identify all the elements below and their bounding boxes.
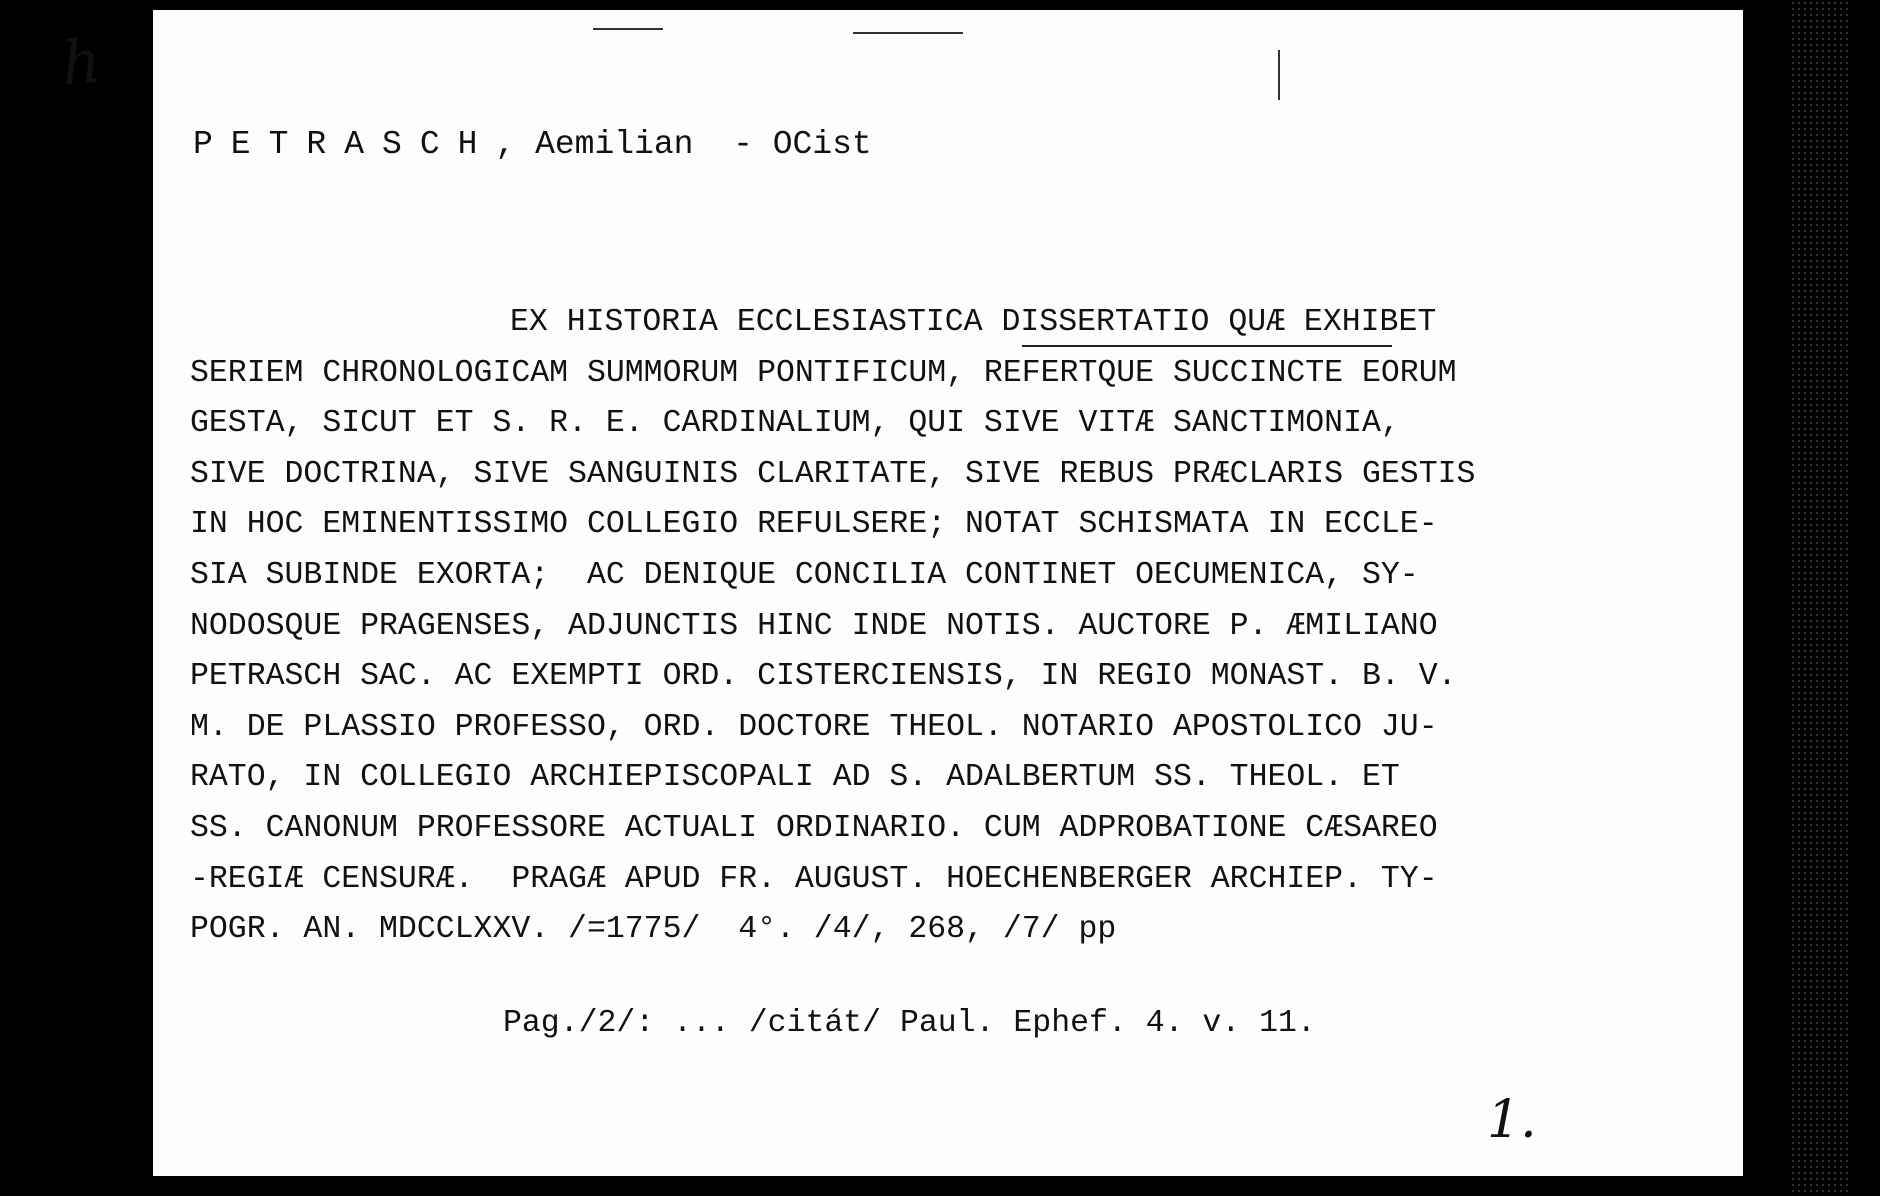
handwritten-mark-left: h <box>59 26 104 100</box>
title-line: RATO, IN COLLEGIO ARCHIEPISCOPALI AD S. ADALBERTUM SS. THEOL. ET <box>190 760 1400 796</box>
title-line: SIVE DOCTRINA, SIVE SANGUINIS CLARITATE, SIVE REBUS PRÆCLARIS GESTIS <box>190 456 1476 492</box>
scan-speck <box>1278 50 1280 100</box>
title-line: GESTA, SICUT ET S. R. E. CARDINALIUM, QUI SIVE VITÆ SANCTIMONIA, <box>190 406 1400 442</box>
author-surname: PETRASCH <box>193 126 496 163</box>
heading-separator: , <box>495 126 516 163</box>
title-line: SIA SUBINDE EXORTA; AC DENIQUE CONCILIA CONTINET OECUMENICA, SY- <box>190 557 1419 593</box>
title-line: SS. CANONUM PROFESSORE ACTUALI ORDINARIO. CUM ADPROBATIONE CÆSAREO <box>190 810 1438 846</box>
title-line: IN HOC EMINENTISSIMO COLLEGIO REFULSERE; NOTAT SCHISMATA IN ECCLE- <box>190 507 1438 543</box>
dissertatio-underline <box>1022 345 1392 347</box>
title-line: PETRASCH SAC. AC EXEMPTI ORD. CISTERCIENSIS, IN REGIO MONAST. B. V. <box>190 659 1457 695</box>
title-description <box>190 298 1475 956</box>
scan-noise-strip <box>1790 0 1850 1196</box>
title-line: NODOSQUE PRAGENSES, ADJUNCTIS HINC INDE NOTIS. AUCTORE P. ÆMILIANO <box>190 608 1438 644</box>
title-line: POGR. AN. MDCCLXXV. /=1775/ 4°. /4/, 268, /7/ pp <box>190 912 1117 948</box>
scan-speck <box>853 32 963 34</box>
title-line: -REGIÆ CENSURÆ. PRAGÆ APUD FR. AUGUST. HOECHENBERGER ARCHIEP. TY- <box>190 861 1438 897</box>
handwritten-card-number: 1. <box>1487 1090 1537 1150</box>
card-heading <box>193 126 872 163</box>
citation-note: Pag./2/: ... /citát/ Paul. Ephef. 4. v. 11. <box>503 1006 1316 1041</box>
scan-speck <box>593 28 663 30</box>
author-given-name: Aemilian <box>535 126 694 163</box>
religious-order: - OCist <box>733 126 872 163</box>
title-line: SERIEM CHRONOLOGICAM SUMMORUM PONTIFICUM, REFERTQUE SUCCINCTE EORUM <box>190 355 1457 391</box>
title-line: M. DE PLASSIO PROFESSO, ORD. DOCTORE THEOL. NOTARIO APOSTOLICO JU- <box>190 709 1438 745</box>
title-line: EX HISTORIA ECCLESIASTICA DISSERTATIO QUÆ EXHIBET <box>510 305 1437 340</box>
